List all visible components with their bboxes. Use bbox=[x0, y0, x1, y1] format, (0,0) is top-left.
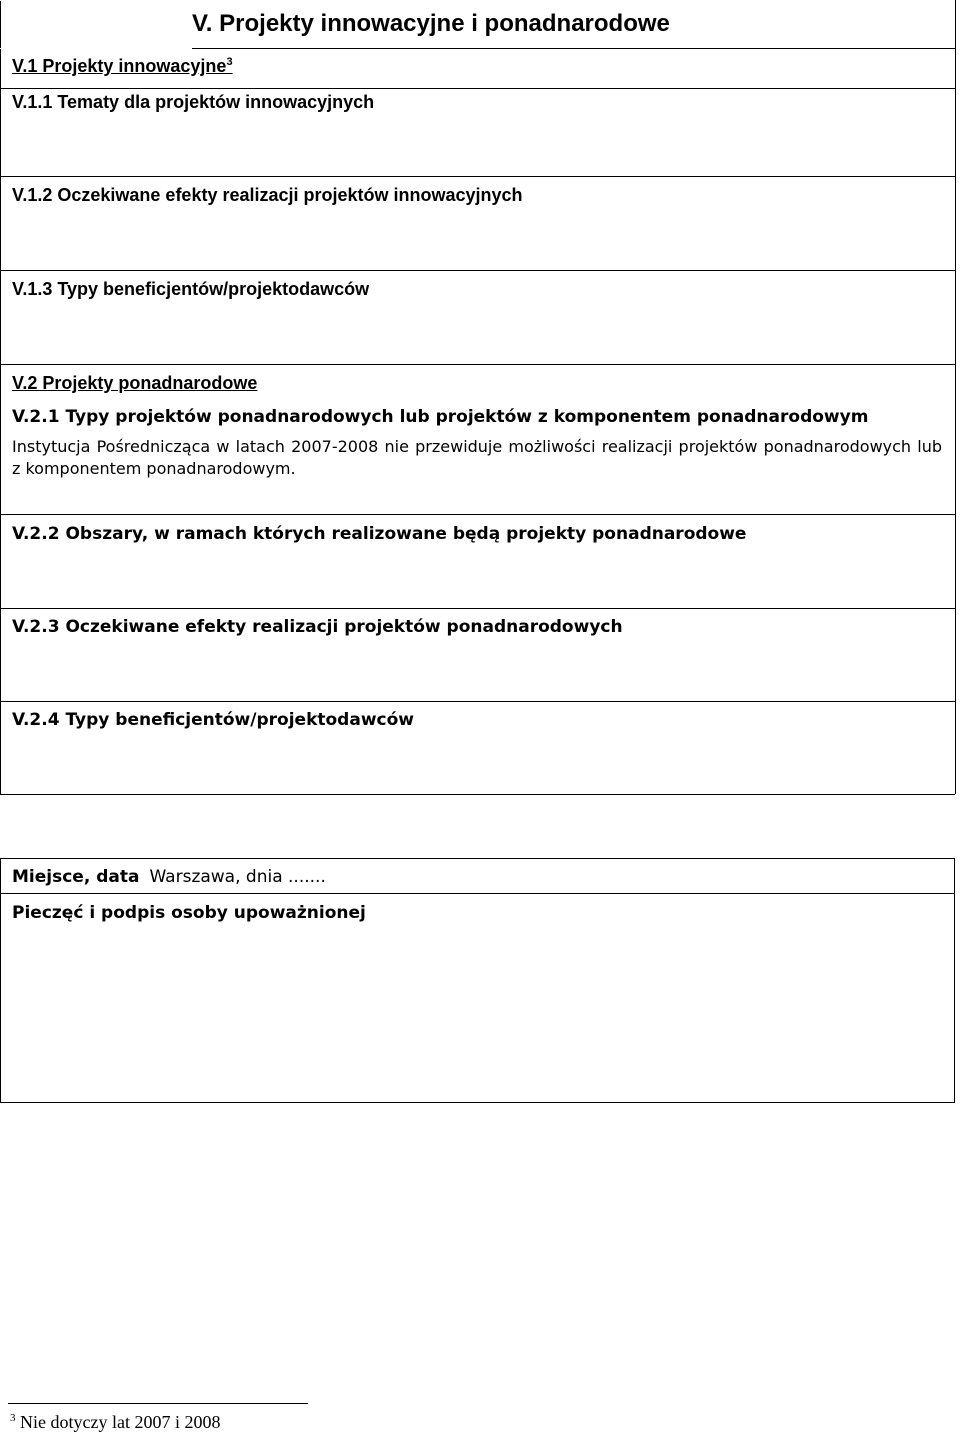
section-v12-heading: V.1.2 Oczekiwane efekty realizacji projektów innowacyjnych bbox=[12, 185, 523, 205]
section-v23-heading: V.2.3 Oczekiwane efekty realizacji projektów ponadnarodowych bbox=[12, 617, 623, 637]
stamp-signature-label: Pieczęć i podpis osoby upoważnionej bbox=[12, 903, 366, 923]
row-divider-v24 bbox=[0, 701, 955, 702]
row-divider-v23 bbox=[0, 608, 955, 609]
row-divider-v22 bbox=[0, 514, 955, 515]
section-v1-label: V.1 Projekty innowacyjne bbox=[12, 56, 227, 76]
row-divider-v12 bbox=[0, 176, 955, 177]
table-border-right bbox=[955, 0, 956, 794]
section-v22-heading: V.2.2 Obszary, w ramach których realizowane będą projekty ponadnarodowe bbox=[12, 524, 747, 544]
footnote-number: 3 bbox=[10, 1412, 16, 1424]
table-corner bbox=[0, 0, 192, 1]
table-border-bottom bbox=[0, 794, 955, 795]
footnote-text: Nie dotyczy lat 2007 i 2008 bbox=[20, 1412, 221, 1432]
row-divider-v11 bbox=[0, 88, 955, 89]
section-v13-heading: V.1.3 Typy beneficjentów/projektodawców bbox=[12, 279, 370, 299]
section-v11-heading: V.1.1 Tematy dla projektów innowacyjnych bbox=[12, 92, 375, 112]
section-v24-heading: V.2.4 Typy beneficjentów/projektodawców bbox=[12, 710, 414, 730]
row-divider-v2 bbox=[0, 364, 955, 365]
row-divider-v13 bbox=[0, 270, 955, 271]
footnote bbox=[10, 1412, 220, 1433]
footnote-ref: 3 bbox=[226, 56, 233, 68]
section-v21-heading: V.2.1 Typy projektów ponadnarodowych lub projektów z komponentem ponadnarodowym bbox=[12, 407, 869, 427]
place-date-value: Warszawa, dnia ....... bbox=[149, 867, 326, 887]
section-v21-body: Instytucja Pośrednicząca w latach 2007-2008 nie przewiduje możliwości realizacji projektów ponadnarodowych lub z komponentem ponadnarodowym. bbox=[12, 437, 942, 478]
section-v1-heading bbox=[12, 56, 233, 76]
signature-divider bbox=[0, 893, 955, 894]
table-cover bbox=[0, 48, 192, 49]
table-border-left bbox=[0, 0, 1, 794]
footnote-separator bbox=[8, 1403, 308, 1404]
page-title: V. Projekty innowacyjne i ponadnarodowe bbox=[192, 10, 670, 37]
place-date-line bbox=[12, 867, 326, 887]
place-date-label: Miejsce, data bbox=[12, 867, 140, 887]
signature-box bbox=[0, 858, 955, 1103]
section-v2-heading: V.2 Projekty ponadnarodowe bbox=[12, 373, 258, 393]
